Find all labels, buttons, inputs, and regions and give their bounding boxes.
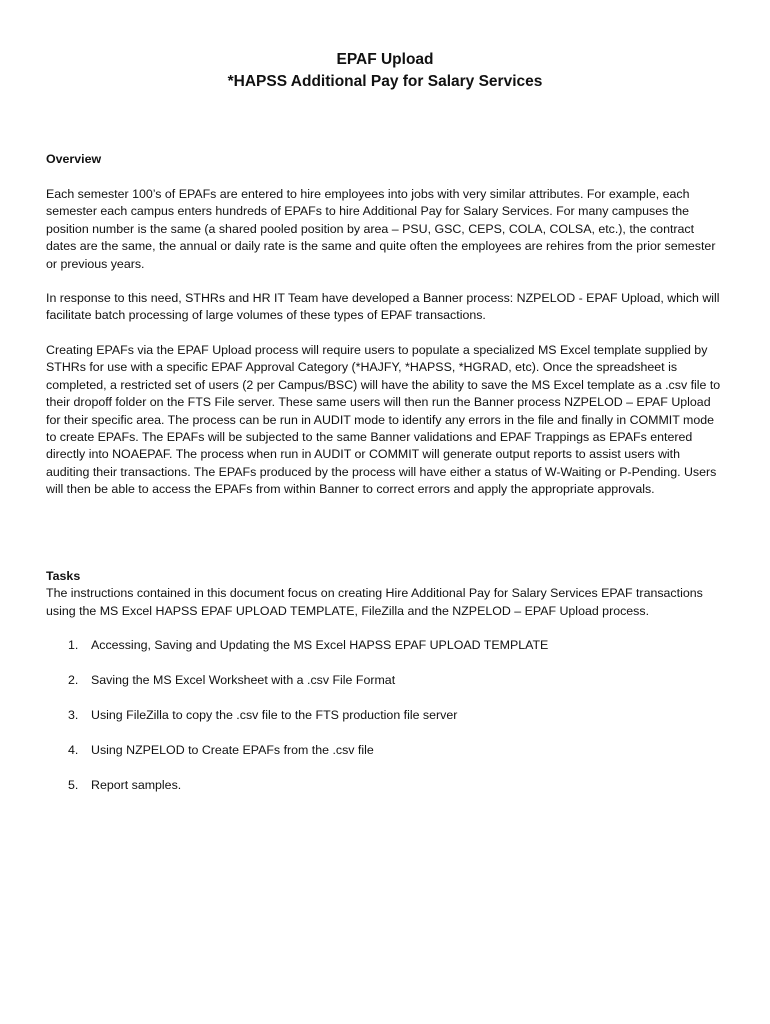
- overview-paragraph-2: In response to this need, STHRs and HR IT Team have developed a Banner process: NZPELOD - EPAF Upload, which will facilitate batch processing of large volumes of these types of EPAF transactions.: [46, 291, 720, 323]
- task-text: Using NZPELOD to Create EPAFs from the .csv file: [91, 743, 374, 757]
- task-text: Using FileZilla to copy the .csv file to the FTS production file server: [91, 708, 458, 722]
- task-number: 3.: [68, 708, 79, 722]
- tasks-section: [46, 568, 726, 620]
- task-item-4: [68, 742, 374, 759]
- task-text: Accessing, Saving and Updating the MS Excel HAPSS EPAF UPLOAD TEMPLATE: [91, 638, 549, 652]
- task-number: 5.: [68, 778, 79, 792]
- task-number: 2.: [68, 673, 79, 687]
- overview-heading: Overview: [46, 152, 102, 166]
- document-title: [0, 49, 770, 93]
- task-text: Saving the MS Excel Worksheet with a .csv File Format: [91, 673, 396, 687]
- tasks-intro: The instructions contained in this document focus on creating Hire Additional Pay for Salary Services EPAF transactions using the MS Excel HAPSS EPAF UPLOAD TEMPLATE, FileZilla and the NZPELOD – EPAF Upload process.: [46, 586, 703, 618]
- task-item-3: [68, 707, 457, 724]
- overview-paragraph-3: Creating EPAFs via the EPAF Upload process will require users to populate a specialized MS Excel template supplied by STHRs for use with a specific EPAF Approval Category (*HAJFY, *HAPSS, *HGRAD, etc). Once the spreadsheet is completed, a restricted set of users (2 per Campus/BSC) will have the ability to save the MS Excel template as a .csv file to their dropoff folder on the FTS File server. These same users will then run the Banner process NZPELOD – EPAF Upload for their specific area. The process can be run in AUDIT mode to identify any errors in the file and finally in COMMIT mode to create EPAFs. The EPAFs will be subjected to the same Banner validations and EPAF Trappings as EPAFs entered directly into NOAEPAF. The process when run in AUDIT or COMMIT will generate output reports to assist users with auditing their transactions. The EPAFs produced by the process will have either a status of W-Waiting or P-Pending. Users will then be able to access the EPAFs from within Banner to correct errors and apply the appropriate approvals.: [46, 343, 721, 497]
- task-item-5: [68, 777, 181, 794]
- task-number: 4.: [68, 743, 79, 757]
- overview-paragraph-1: Each semester 100’s of EPAFs are entered to hire employees into jobs with very similar attributes. For example, each semester each campus enters hundreds of EPAFs to hire Additional Pay for Salary Services. For many campuses the position number is the same (a shared pooled position by area – PSU, GSC, CEPS, COLA, COLSA, etc.), the contract dates are the same, the annual or daily rate is the same and quite often the employees are rehires from the prior semester or previous years.: [46, 187, 716, 271]
- tasks-heading: Tasks: [46, 569, 81, 583]
- task-text: Report samples.: [91, 778, 182, 792]
- title-line-1: EPAF Upload: [336, 51, 434, 68]
- task-item-2: [68, 672, 395, 689]
- task-item-1: [68, 637, 548, 654]
- task-number: 1.: [68, 638, 79, 652]
- title-line-2: *HAPSS Additional Pay for Salary Services: [227, 73, 543, 90]
